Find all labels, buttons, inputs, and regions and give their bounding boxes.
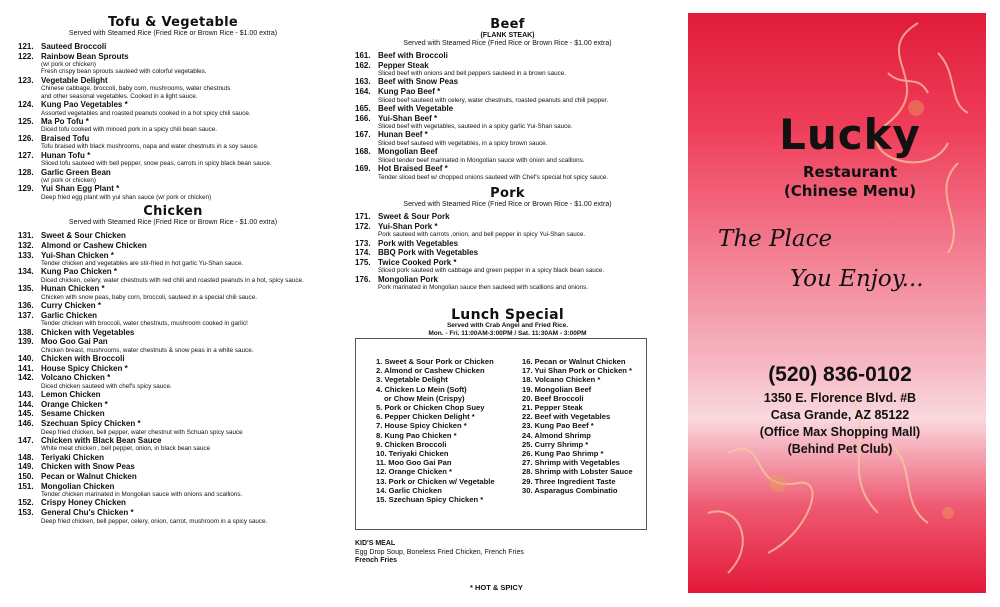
item-number: 173. [355,238,371,248]
item-name: General Chu's Chicken * [41,508,134,518]
tofu-section-subtitle: Served with Steamed Rice (Fried Rice or Brown Rice - $1.00 extra) [68,30,278,37]
chicken-item-list [18,231,328,525]
tagline-2: You Enjoy... [790,266,924,292]
lunch-list-left [376,357,495,504]
item-description [18,194,328,201]
item-name: Garlic Chicken [41,310,98,320]
item-name: Braised Tofu [41,133,90,143]
chicken-menu-item [18,436,328,453]
tofu-menu-item [18,134,328,151]
item-number: 132. [18,240,34,250]
chicken-menu-item [18,462,328,472]
beef-item-list [355,51,660,181]
pork-menu-item [355,222,660,239]
tofu-section-title: Tofu & Vegetable [107,15,239,30]
item-number: 147. [18,435,34,445]
item-number: 133. [18,250,34,260]
lunch-item: 9. Chicken Broccoli [376,439,447,449]
item-number: 145. [18,409,34,419]
item-number: 152. [18,498,34,508]
item-description-line: Sliced beef sauteed with vegetables, in a spicy brown sauce. [378,140,548,148]
pork-menu-item [355,258,660,275]
lunch-item: 23. Kung Pao Beef * [522,421,594,431]
pork-menu-item [355,239,660,249]
kids-meal [355,540,524,566]
item-number: 127. [18,150,34,160]
item-number: 161. [355,51,371,60]
address-line1: 1350 E. Florence Blvd. #B [763,391,917,405]
item-description-line: Tofu braised with black mushrooms, napa and water chestnuts in a soy sauce. [41,143,259,151]
item-number: 176. [355,274,371,284]
item-number: 165. [355,103,371,113]
lunch-item: 5. Pork or Chicken Chop Suey [376,403,485,413]
item-name: Pork with Vegetables [378,238,459,248]
item-description [18,260,328,267]
lunch-item: 26. Kung Pao Shrimp * [522,449,604,459]
item-name: Teriyaki Chicken [41,452,104,462]
item-number: 142. [18,373,34,383]
item-description-line: Diced tofu cooked with minced pork in a spicy chili bean sauce. [41,126,218,134]
item-number: 136. [18,301,34,311]
item-name: Yui Shan Egg Plant * [41,184,120,194]
item-description [18,383,328,390]
item-name: Sesame Chicken [41,409,105,419]
chicken-menu-item [18,251,328,268]
item-name: Twice Cooked Pork * [378,257,457,267]
item-description [355,140,660,147]
item-description-line: and other seasonal vegetables. Cooked in a light sauce. [41,92,198,100]
item-number: 164. [355,87,371,97]
item-description [355,123,660,130]
beef-section-note: (FLANK STEAK) [480,32,535,39]
tofu-menu-item [18,42,328,52]
item-description [18,143,328,150]
item-description-line: Deep fried chicken, bell pepper, water chestnut with Schuan spicy sauce [41,428,243,436]
address-line4: (Behind Pet Club) [787,442,893,456]
item-name: Garlic Green Bean [41,167,111,177]
item-description [355,70,660,77]
item-description [18,294,328,301]
lunch-item: 6. Pepper Chicken Delight * [376,412,475,422]
lunch-served-note: Served with Crab Angel and Fried Rice. [446,321,569,329]
item-number: 125. [18,116,34,126]
item-number: 172. [355,221,371,231]
lunch-item: 1. Sweet & Sour Pork or Chicken [376,357,494,366]
restaurant-subtitle-line1: Restaurant [803,163,897,181]
lunch-item: 8. Kung Pao Chicken * [376,430,457,440]
pork-menu-item [355,275,660,292]
lunch-item: 29. Three Ingredient Taste [522,476,616,486]
item-description-line: Sliced tender beef marinated in Mongolian sauce with onion and scallions. [378,156,585,164]
item-name: BBQ Pork with Vegetables [378,248,479,258]
beef-menu-item [355,77,660,87]
item-number: 139. [18,337,34,347]
item-number: 140. [18,354,34,364]
item-number: 153. [18,508,34,518]
lunch-item: 24. Almond Shrimp [522,430,591,440]
pork-section-title: Pork [490,186,525,202]
item-number: 122. [18,51,34,61]
chicken-menu-item [18,419,328,436]
tofu-menu-item [18,168,328,185]
item-name: House Spicy Chicken * [41,363,128,373]
item-name: Hunan Beef * [378,130,428,140]
item-description [355,267,660,274]
item-description-line: Pork sauteed with carrots ,onion, and bell pepper in spicy Yui-Shan sauce. [378,231,586,239]
chicken-menu-item [18,231,328,241]
chicken-menu-item [18,373,328,390]
item-name: Kung Pao Vegetables * [41,99,128,109]
lunch-item: 10. Teriyaki Chicken [376,449,449,459]
item-number: 138. [18,327,34,337]
chicken-menu-item [18,400,328,410]
item-description-line: Tender chicken with broccoli, water chestnuts, mushroom cooked in garlic! [41,320,248,328]
chicken-menu-item [18,337,328,354]
item-number: 163. [355,77,371,87]
tofu-menu-item [18,100,328,117]
item-number: 124. [18,99,34,109]
item-description [18,85,328,100]
item-description [18,518,328,525]
lunch-item: or Chow Mein (Crispy) [384,393,465,403]
item-description-line: Chinese cabbage, broccoli, baby corn, mushrooms, water chestnuts [41,85,231,93]
item-description-line: Deep fried egg plant with yui shan sauce (w/ pork or chicken) [41,194,212,202]
item-name: Kung Pao Beef * [378,87,441,97]
item-name: Chicken with Snow Peas [41,462,135,472]
item-number: 162. [355,60,371,70]
item-description [18,177,328,184]
chicken-menu-item [18,267,328,284]
beef-section-title: Beef [490,17,525,32]
lunch-item: 28. Shrimp with Lobster Sauce [522,467,633,477]
lunch-item: 25. Curry Shrimp * [522,439,589,449]
lunch-item: 12. Orange Chicken * [376,467,452,477]
item-name: Beef with Vegetable [378,103,454,113]
item-number: 135. [18,284,34,294]
item-name: Sauteed Broccoli [41,42,107,51]
item-name: Yui-Shan Pork * [378,221,438,231]
item-number: 143. [18,390,34,400]
item-name: Kung Pao Chicken * [41,267,118,277]
lunch-item: 19. Mongolian Beef [522,384,592,394]
chicken-menu-item [18,409,328,419]
kids-meal-line2: French Fries [355,557,398,564]
tofu-menu-item [18,76,328,100]
item-name: Curry Chicken * [41,301,102,311]
item-number: 169. [355,164,371,174]
beef-section-subtitle: Served with Steamed Rice (Fried Rice or Brown Rice - $1.00 extra) [403,40,612,47]
lunch-item: 7. House Spicy Chicken * [376,421,467,431]
item-name: Hot Braised Beef * [378,164,448,174]
item-number: 150. [18,471,34,481]
lunch-item: 18. Volcano Chicken * [522,375,601,385]
item-name: Beef with Broccoli [378,51,448,60]
item-description [18,110,328,117]
item-description-line: Pork marinated in Mongolian sauce then sauteed with scallions and onions. [378,284,589,292]
item-description [355,231,660,238]
item-number: 174. [355,248,371,258]
item-number: 126. [18,133,34,143]
item-number: 151. [18,481,34,491]
item-description-line: Tender chicken marinated in Mongolian sauce with onions and scallions. [41,491,243,499]
restaurant-subtitle-line2: (Chinese Menu) [783,182,917,200]
beef-menu-item [355,130,660,147]
item-number: 166. [355,113,371,123]
item-description-line: (w/ pork or chicken) [41,61,96,69]
item-number: 128. [18,167,34,177]
lunch-item: 2. Almond or Cashew Chicken [376,366,485,376]
lunch-item: 15. Szechuan Spicy Chicken * [376,495,484,505]
chicken-section-subtitle: Served with Steamed Rice (Fried Rice or Brown Rice - $1.00 extra) [68,219,278,227]
item-description [18,491,328,498]
pork-menu-item [355,248,660,258]
item-description-line: Sliced beef with vegetables, sauteed in a spicy garlic Yui-Shan sauce. [378,123,573,131]
chicken-menu-item [18,284,328,301]
item-name: Sweet & Sour Pork [378,212,450,222]
left-menu-column [18,0,328,525]
item-description [355,157,660,164]
beef-menu-item [355,104,660,114]
item-number: 146. [18,419,34,428]
kids-meal-title: KID'S MEAL [355,540,396,547]
item-name: Hunan Chicken * [41,284,105,294]
item-description-line: Tender sliced beef w/ chopped onions sauteed with Chef's special hot spicy sauce. [378,173,609,181]
beef-menu-item [355,87,660,104]
lunch-item: 17. Yui Shan Pork or Chicken * [522,366,633,376]
lunch-special-box [355,338,647,530]
item-name: Lemon Chicken [41,390,101,400]
item-description-line: Diced chicken sauteed with chef's spicy sauce. [41,382,172,390]
item-number: 171. [355,212,371,222]
item-name: Moo Goo Gai Pan [41,337,108,347]
item-number: 121. [18,42,34,51]
chicken-menu-item [18,482,328,499]
item-number: 168. [355,147,371,157]
item-name: Mongolian Chicken [41,481,115,491]
item-name: Pecan or Walnut Chicken [41,471,137,481]
item-number: 175. [355,257,371,267]
lunch-item: 27. Shrimp with Vegetables [522,458,620,468]
item-description [18,320,328,327]
chicken-menu-item [18,241,328,251]
item-description [18,126,328,133]
item-description-line: Deep fried chicken, bell pepper, celery, onion, carrot, mushroom in a spicy sauce. [41,517,268,525]
item-description-line: Chicken breast, mushrooms, water chestnuts & snow peas in a white sauce. [41,346,254,354]
item-description-line: (w/ pork or chicken) [41,177,96,185]
item-name: Hunan Tofu * [41,150,91,160]
pork-item-list [355,212,660,291]
address-block [720,390,960,458]
chicken-menu-item [18,328,328,338]
item-number: 148. [18,452,34,462]
item-description-line: Sliced beef with onions and bell peppers sauteed in a brown sauce. [378,70,566,78]
chicken-menu-item [18,354,328,364]
lunch-hours: Mon. - Fri. 11:00AM-3:00PM / Sat. 11:30AM - 3:00PM [428,329,587,337]
chicken-menu-item [18,498,328,508]
item-name: Orange Chicken * [41,399,108,409]
item-name: Volcano Chicken * [41,373,111,383]
item-name: Chicken with Black Bean Sauce [41,435,162,445]
item-number: 144. [18,399,34,409]
chicken-menu-item [18,364,328,374]
item-description-line: Assorted vegetables and roasted peanuts cooked in a hot spicy chili sauce. [41,109,251,117]
address-line3: (Office Max Shopping Mall) [759,425,921,439]
item-name: Sweet & Sour Chicken [41,231,126,241]
item-description-line: Sliced pork sauteed with cabbage and green pepper in a spicy black bean sauce. [378,267,605,275]
item-description-line: Chicken with snow peas, baby corn, broccoli, sauteed in a special chili sauce. [41,293,257,301]
item-number: 167. [355,130,371,140]
item-description-line: Tender chicken and vegetables are stir-fried in hot garlic Yu-Shan sauce. [41,260,244,268]
beef-menu-item [355,114,660,131]
tofu-item-list [18,42,328,201]
tofu-menu-item [18,52,328,76]
address-line2: Casa Grande, AZ 85122 [770,408,910,422]
chicken-menu-item [18,311,328,328]
chicken-menu-item [18,508,328,525]
item-number: 137. [18,310,34,320]
tofu-menu-item [18,184,328,201]
hot-spicy-legend: * HOT & SPICY [470,583,523,592]
item-description [18,445,328,452]
lunch-item: 13. Pork or Chicken w/ Vegetable [376,476,495,486]
item-number: 123. [18,75,34,85]
item-name: Yui-Shan Chicken * [41,250,114,260]
item-number: 131. [18,231,34,241]
item-description [355,284,660,291]
item-description-line: Sliced beef sauteed with celery, water chestnuts, roasted peanuts and chili pepper. [378,96,609,104]
phone-number: (520) 836-0102 [768,363,912,386]
item-description-line: Diced chicken, celery, water chestnuts with red chili and roasted peanuts in a hot, spicy sauce. [41,276,304,284]
chicken-section-title: Chicken [143,204,203,220]
lunch-item: 21. Pepper Steak [522,403,583,413]
lunch-item: 30. Asparagus Combinatio [522,485,618,495]
item-description [18,429,328,436]
chicken-menu-item [18,390,328,400]
lunch-item: 22. Beef with Vegetables [522,412,611,422]
beef-menu-item [355,164,660,181]
item-description [355,97,660,104]
item-name: Rainbow Bean Sprouts [41,51,129,61]
lunch-item: 3. Vegetable Delight [376,375,448,385]
restaurant-subtitle [740,163,960,201]
restaurant-name: Lucky [779,110,921,159]
item-name: Yui-Shan Beef * [378,113,438,123]
item-number: 134. [18,267,34,277]
lunch-item: 16. Pecan or Walnut Chicken [522,357,626,366]
item-description-line: White meat chicken , bell pepper, onion, in black bean sauce [41,445,211,453]
beef-menu-item [355,51,660,61]
item-name: Mongolian Pork [378,274,438,284]
pork-section-subtitle: Served with Steamed Rice (Fried Rice or Brown Rice - $1.00 extra) [403,201,612,209]
beef-menu-item [355,147,660,164]
item-description-line: Sliced tofu sauteed with bell pepper, snow peas, carrots in spicy black bean sauce. [41,160,272,168]
item-number: 141. [18,363,34,373]
item-name: Crispy Honey Chicken [41,498,126,508]
item-name: Vegetable Delight [41,75,108,85]
item-name: Ma Po Tofu * [41,116,89,126]
lunch-item: 20. Beef Broccoli [522,393,584,403]
lunch-item: 4. Chicken Lo Mein (Soft) [376,384,467,394]
pork-menu-item [355,212,660,222]
chicken-menu-item [18,472,328,482]
item-number: 129. [18,184,34,194]
tofu-menu-item [18,117,328,134]
item-name: Chicken with Broccoli [41,354,125,364]
middle-menu-column [355,0,660,338]
item-name: Chicken with Vegetables [41,327,135,337]
chicken-menu-item [18,453,328,463]
item-description-line: Fresh crispy bean sprouts sauteed with colorful vegetables. [41,68,207,76]
item-name: Almond or Cashew Chicken [41,240,147,250]
dragon-decoration [688,13,986,593]
item-name: Pepper Steak [378,60,429,70]
item-name: Szechuan Spicy Chicken * [41,419,141,428]
kids-meal-line1: Egg Drop Soup, Boneless Fried Chicken, French Fries [355,548,524,556]
item-name: Beef with Snow Peas [378,77,459,87]
item-description [18,347,328,354]
item-description [355,174,660,181]
tofu-menu-item [18,151,328,168]
lunch-item: 14. Garlic Chicken [376,485,442,495]
item-description [18,61,328,76]
tagline-1: The Place [718,226,833,252]
item-name: Mongolian Beef [378,147,438,157]
lunch-special-title: Lunch Special [451,306,564,323]
item-description [18,160,328,167]
chicken-menu-item [18,301,328,311]
item-description [18,277,328,284]
lunch-item: 11. Moo Goo Gai Pan [376,458,452,468]
item-number: 149. [18,462,34,472]
lunch-list-right [522,357,633,495]
beef-menu-item [355,61,660,78]
